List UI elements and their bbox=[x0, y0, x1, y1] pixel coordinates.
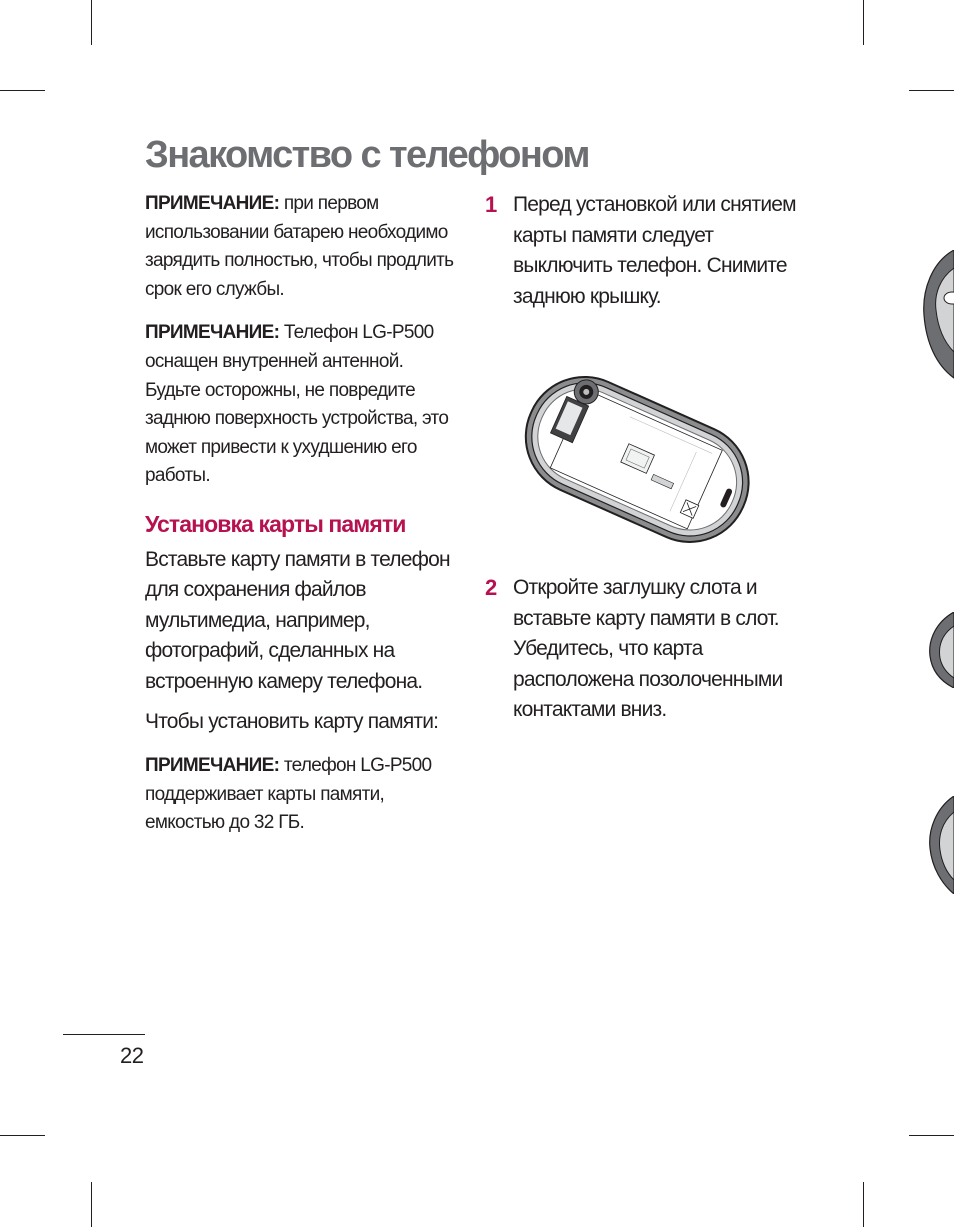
crop-mark bbox=[91, 0, 92, 45]
crop-mark bbox=[91, 1182, 92, 1227]
crop-mark bbox=[909, 90, 954, 91]
phone-back-open-illustration bbox=[495, 348, 780, 563]
step-text: Перед установкой или снятием карты памяти следует выключить телефон. Снимите заднюю крышку. bbox=[513, 193, 796, 308]
step-text: Откройте заглушку слота и вставьте карту памяти в слот. Убедитесь, что карта расположена позолоченными контактами вниз. bbox=[513, 576, 783, 721]
crop-mark bbox=[863, 0, 864, 45]
crop-mark bbox=[0, 90, 45, 91]
note-label: ПРИМЕЧАНИЕ: bbox=[145, 754, 280, 776]
crop-mark bbox=[863, 1182, 864, 1227]
paragraph-howto: Чтобы установить карту памяти: bbox=[145, 710, 439, 734]
footer-rule bbox=[63, 1034, 145, 1035]
partial-phone-illustration bbox=[928, 796, 954, 894]
note-label: ПРИМЕЧАНИЕ: bbox=[145, 322, 280, 344]
note-antenna bbox=[145, 319, 460, 491]
crop-mark bbox=[909, 1135, 954, 1136]
left-column bbox=[145, 190, 460, 853]
section-heading: Установка карты памяти bbox=[145, 510, 406, 537]
partial-phone-illustration bbox=[928, 612, 954, 688]
step-2 bbox=[485, 573, 805, 726]
crop-mark bbox=[0, 1135, 45, 1136]
note-text: Телефон LG-P500 оснащен внутренней антенной. Будьте осторожны, не повредите заднюю поверхность устройства, это может привести к ухудшению его работы. bbox=[145, 322, 449, 487]
note-battery bbox=[145, 190, 460, 304]
partial-phone-illustration bbox=[922, 250, 954, 380]
step-number: 1 bbox=[485, 192, 498, 217]
note-label: ПРИМЕЧАНИЕ: bbox=[145, 193, 280, 214]
paragraph-intro: Вставьте карту памяти в телефон для сохранения файлов мультимедиа, например, фотографий, сделанных на встроенную камеру телефона. bbox=[145, 547, 450, 693]
step-number: 2 bbox=[485, 575, 498, 600]
step-1 bbox=[485, 190, 805, 312]
page-number: 22 bbox=[120, 1043, 144, 1068]
page-title: Знакомство с телефоном bbox=[145, 134, 589, 176]
note-text: при первом использовании батарею необходимо зарядить полностью, чтобы продлить срок его службы. bbox=[145, 193, 454, 300]
note-text: телефон LG-P500 поддерживает карты памяти, емкостью до 32 ГБ. bbox=[145, 754, 432, 834]
note-capacity bbox=[145, 752, 460, 838]
